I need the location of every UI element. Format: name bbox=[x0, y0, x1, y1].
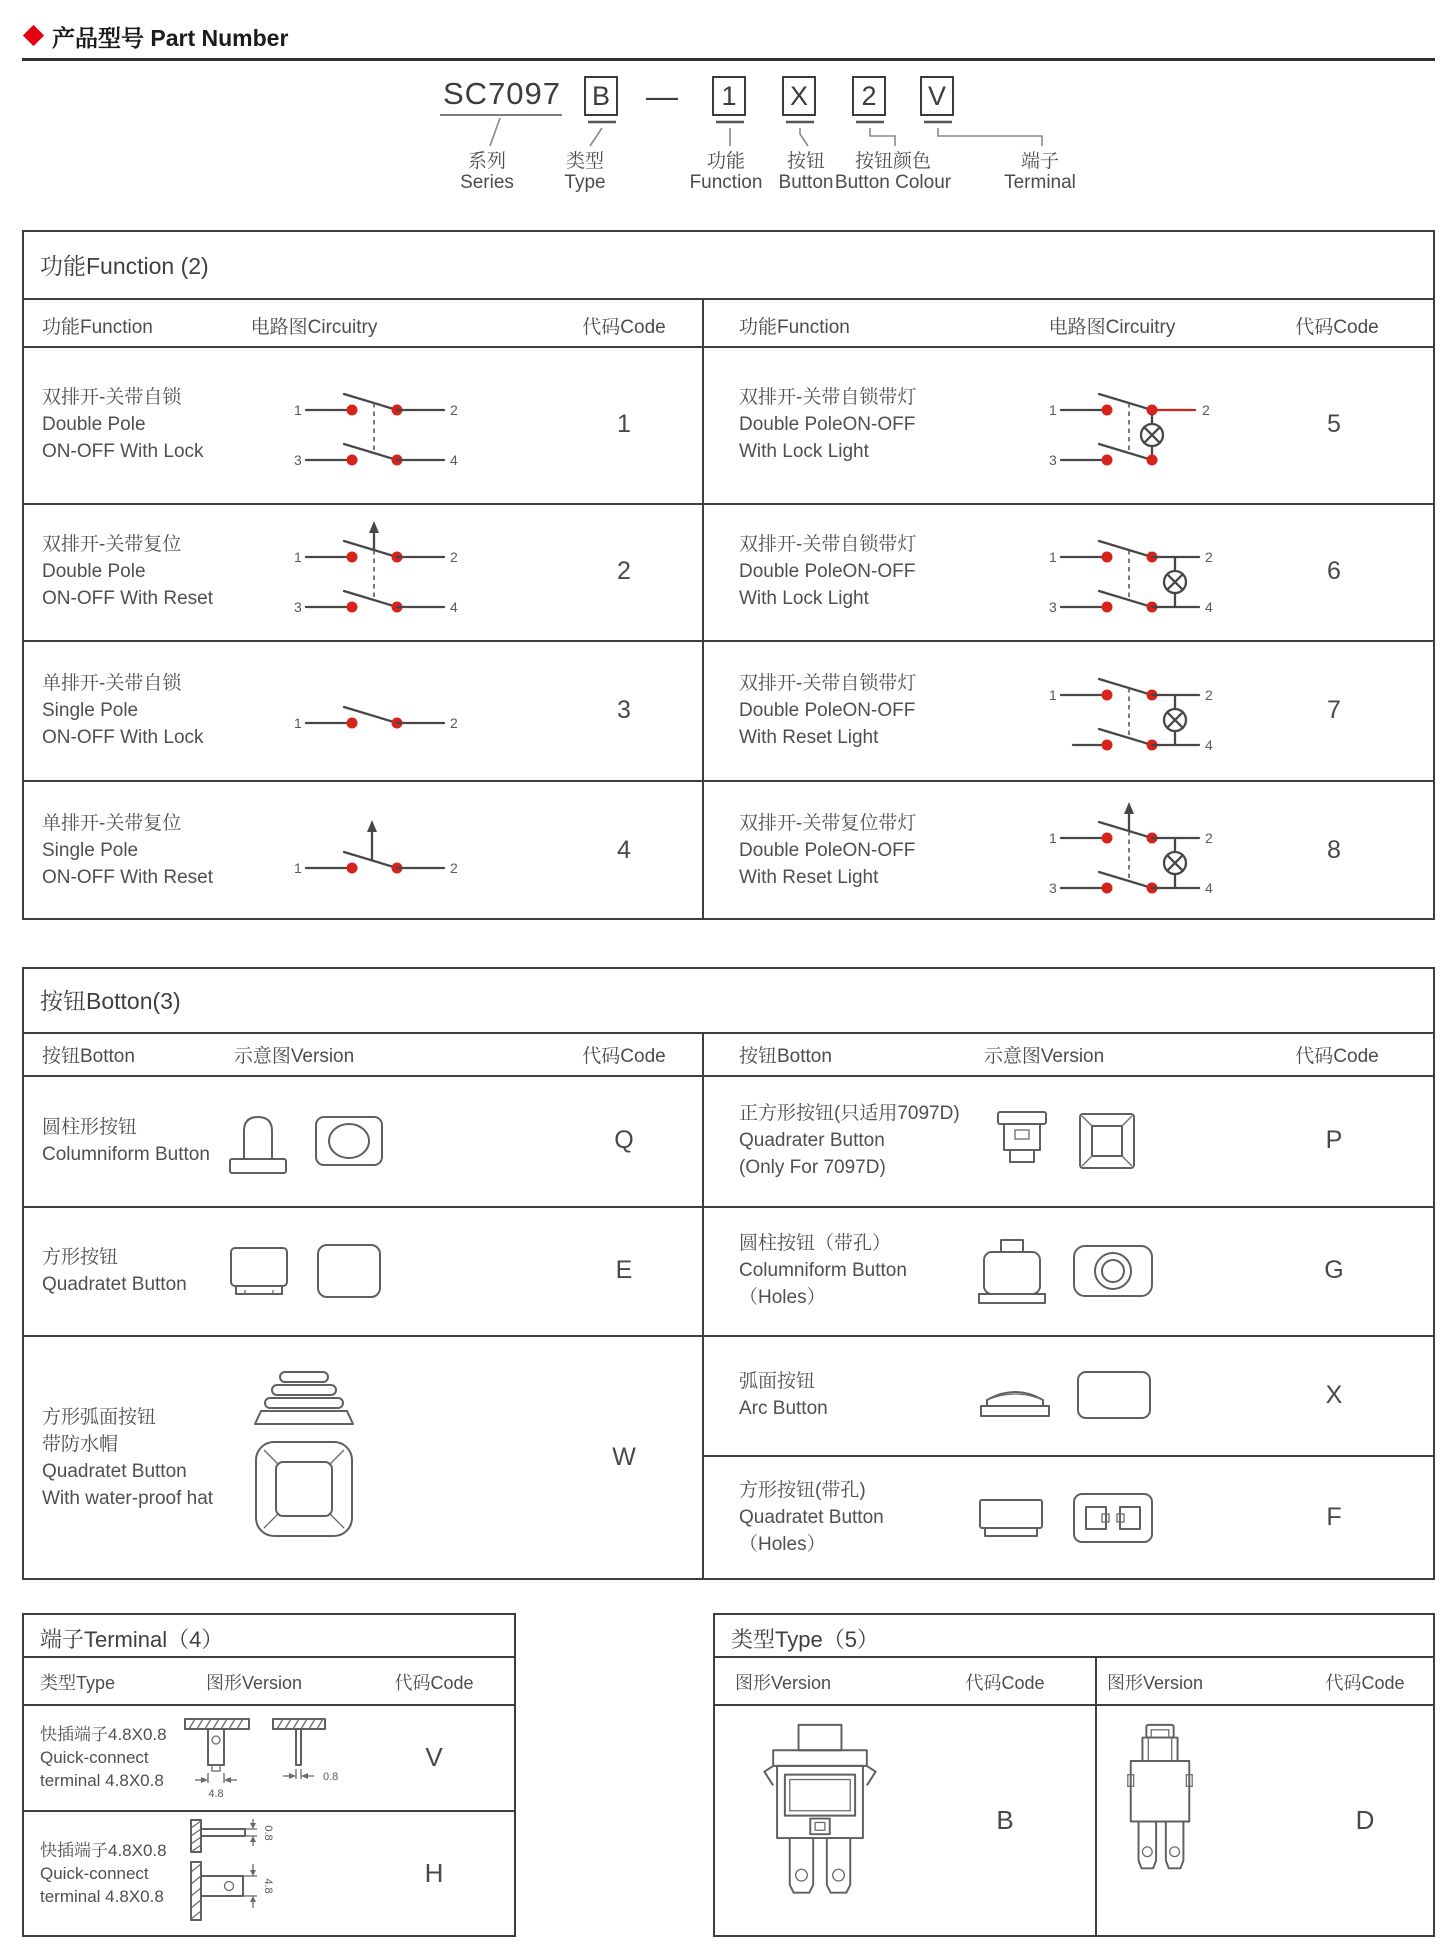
pin-label: 1 bbox=[294, 548, 302, 565]
function-table-title: 功能Function (2) bbox=[40, 253, 209, 279]
circuit-single-pole-lock bbox=[292, 675, 492, 745]
pin-label: 3 bbox=[294, 451, 302, 468]
code-value: D bbox=[1355, 1805, 1375, 1835]
col-header-version-left: 图形Version bbox=[735, 1673, 832, 1693]
button-name-en: Columniform Button bbox=[739, 1260, 907, 1281]
button-version-cell bbox=[184, 1206, 424, 1335]
function-name-en: With Lock Light bbox=[739, 441, 869, 462]
col-header-code-left: 代码Code bbox=[582, 317, 666, 338]
code-value: 5 bbox=[1327, 410, 1341, 438]
arc-button-top-icon bbox=[1074, 1368, 1154, 1422]
code-value: 8 bbox=[1327, 835, 1341, 864]
col-header-function-left: 功能Function bbox=[42, 317, 153, 338]
pin-label: 4 bbox=[450, 451, 458, 468]
part-number-connector-lines bbox=[430, 112, 1120, 176]
button-row bbox=[739, 1075, 960, 1206]
type-version-cell bbox=[1075, 1704, 1245, 1937]
type-table bbox=[713, 1613, 1435, 1937]
circuit-dp-lock-lamp bbox=[1047, 370, 1247, 480]
function-name-en: ON-OFF With Reset bbox=[42, 588, 214, 609]
col-header-button-left: 按钮Botton bbox=[42, 1046, 135, 1067]
label-type-cn: 类型 bbox=[565, 151, 605, 172]
columniform-button-top-icon bbox=[312, 1112, 386, 1170]
col-header-version-right: 图形Version bbox=[1107, 1673, 1204, 1693]
button-table bbox=[22, 967, 1435, 1580]
code-value: E bbox=[615, 1256, 633, 1284]
pin-label: 3 bbox=[294, 598, 302, 615]
code-value: 4 bbox=[617, 835, 631, 864]
terminal-name-en: terminal 4.8X0.8 bbox=[40, 1770, 164, 1790]
col-header-code-left: 代码Code bbox=[582, 1046, 666, 1067]
function-name-en: With Lock Light bbox=[739, 588, 869, 609]
switch-type-b-drawing bbox=[745, 1721, 895, 1921]
circuit-cell bbox=[1027, 503, 1267, 640]
function-name-cn: 双排开-关带自锁 bbox=[42, 387, 182, 408]
function-name-en: Double PoleON-OFF bbox=[739, 414, 916, 435]
pin-label: 1 bbox=[1049, 401, 1057, 418]
horizontal-terminal-drawing bbox=[177, 1816, 352, 1932]
terminal-table-title: 端子Terminal（4） bbox=[40, 1627, 224, 1652]
label-terminal-cn: 端子 bbox=[1020, 151, 1060, 172]
section-diamond-icon bbox=[23, 25, 44, 46]
pin-label: 2 bbox=[1205, 687, 1213, 703]
circuit-cell bbox=[272, 503, 512, 640]
terminal-name-en: Quick-connect bbox=[40, 1747, 149, 1767]
button-row bbox=[739, 1455, 884, 1580]
function-name-en: Double Pole bbox=[42, 414, 146, 435]
quadratet-button-side-icon bbox=[223, 1240, 295, 1302]
type-version-cell bbox=[735, 1704, 905, 1937]
col-header-code-right: 代码Code bbox=[1295, 317, 1379, 338]
circuit-single-pole-reset bbox=[292, 810, 492, 890]
columniform-holes-button-top-icon bbox=[1070, 1240, 1156, 1302]
circuit-dp-reset-lamp-2 bbox=[1047, 792, 1247, 908]
button-version-cell bbox=[184, 1335, 424, 1580]
button-name-en: （Holes） bbox=[739, 1534, 826, 1555]
part-number-box-colour: 2 bbox=[852, 76, 886, 116]
function-name-cn: 双排开-关带复位带灯 bbox=[739, 812, 917, 834]
col-header-circuitry-right: 电路图Circuitry bbox=[1048, 317, 1176, 338]
code-value: W bbox=[612, 1443, 636, 1471]
button-name-en: （Holes） bbox=[739, 1287, 826, 1308]
quadratet-holes-button-top-icon bbox=[1070, 1489, 1156, 1547]
pin-label: 1 bbox=[294, 860, 302, 876]
function-row bbox=[739, 640, 916, 780]
button-name-cn: 弧面按钮 bbox=[739, 1371, 816, 1392]
code-value: 1 bbox=[617, 410, 631, 438]
vertical-terminal-drawing bbox=[177, 1713, 352, 1801]
code-value: X bbox=[1325, 1380, 1343, 1409]
quadratet-button-top-icon bbox=[313, 1241, 385, 1301]
function-row bbox=[739, 780, 916, 920]
code-value: H bbox=[424, 1858, 444, 1888]
terminal-name-cn: 快插端子4.8X0.8 bbox=[40, 1841, 167, 1860]
function-name-cn: 单排开-关带复位 bbox=[42, 812, 182, 834]
col-header-version-right: 示意图Version bbox=[983, 1046, 1105, 1067]
button-name-cn: 方形按钮(带孔) bbox=[739, 1480, 866, 1501]
dimension-label: 4.8 bbox=[207, 1788, 224, 1800]
divider bbox=[24, 298, 1433, 300]
code-value: 2 bbox=[617, 557, 631, 585]
pin-label: 2 bbox=[1205, 548, 1213, 565]
col-header-button-right: 按钮Botton bbox=[739, 1046, 832, 1067]
button-name-en: Quadratet Button bbox=[42, 1273, 187, 1295]
function-name-cn: 双排开-关带自锁带灯 bbox=[739, 387, 917, 408]
divider bbox=[702, 1032, 704, 1578]
button-name-en: Arc Button bbox=[739, 1398, 828, 1419]
function-name-en: Double Pole bbox=[42, 561, 146, 582]
button-name-en: (Only For 7097D) bbox=[739, 1157, 886, 1178]
label-button-en: Button bbox=[778, 172, 834, 193]
switch-type-d-drawing bbox=[1085, 1721, 1235, 1921]
part-number-box-terminal: V bbox=[920, 76, 954, 116]
pin-label: 3 bbox=[1049, 598, 1057, 615]
col-header-type: 类型Type bbox=[40, 1673, 116, 1693]
button-name-en: Quadrater Button bbox=[739, 1130, 885, 1151]
function-name-en: With Reset Light bbox=[739, 866, 879, 888]
col-header-code-right: 代码Code bbox=[1325, 1673, 1405, 1693]
terminal-name-cn: 快插端子4.8X0.8 bbox=[40, 1724, 167, 1744]
part-number-base: SC7097 bbox=[443, 76, 562, 111]
button-name-en: Quadratet Button bbox=[739, 1507, 884, 1528]
code-value: V bbox=[425, 1741, 443, 1772]
function-name-en: Double PoleON-OFF bbox=[739, 839, 916, 861]
function-table bbox=[22, 230, 1435, 920]
col-header-version: 图形Version bbox=[205, 1673, 303, 1693]
button-name-cn: 正方形按钮(只适用7097D) bbox=[739, 1103, 960, 1124]
pin-label: 2 bbox=[450, 860, 458, 876]
col-header-code: 代码Code bbox=[394, 1673, 474, 1693]
waterproof-hat-button-icon bbox=[229, 1368, 379, 1548]
function-row bbox=[739, 503, 916, 640]
button-name-en: Columniform Button bbox=[42, 1143, 210, 1165]
label-series-cn: 系列 bbox=[467, 151, 507, 172]
label-colour-en: Button Colour bbox=[834, 172, 952, 193]
circuit-cell bbox=[272, 346, 512, 503]
code-value: 3 bbox=[617, 695, 631, 724]
col-header-code-right: 代码Code bbox=[1295, 1046, 1379, 1067]
divider bbox=[702, 298, 704, 918]
button-row bbox=[42, 1206, 187, 1335]
label-terminal-en: Terminal bbox=[1004, 172, 1076, 193]
terminal-table bbox=[22, 1613, 516, 1937]
code-value: 6 bbox=[1327, 557, 1341, 585]
circuit-cell bbox=[272, 640, 512, 780]
quadrater-button-top-icon bbox=[1074, 1108, 1140, 1174]
dimension-label: 0.8 bbox=[261, 1824, 274, 1841]
function-name-en: Single Pole bbox=[42, 839, 139, 861]
dimension-label: 0.8 bbox=[322, 1771, 338, 1783]
circuit-dp-reset-lamp bbox=[1047, 655, 1247, 765]
label-button-cn: 按钮 bbox=[786, 151, 826, 172]
pin-label: 2 bbox=[1202, 401, 1210, 418]
button-version-cell bbox=[944, 1455, 1184, 1580]
button-version-cell bbox=[944, 1206, 1184, 1335]
function-row bbox=[739, 346, 916, 503]
pin-label: 4 bbox=[1205, 598, 1213, 615]
pin-label: 4 bbox=[450, 598, 458, 615]
pin-label: 3 bbox=[1049, 880, 1057, 896]
col-header-function-right: 功能Function bbox=[739, 317, 850, 338]
quadratet-holes-button-side-icon bbox=[972, 1492, 1052, 1544]
function-name-en: ON-OFF With Lock bbox=[42, 726, 204, 748]
columniform-holes-button-side-icon bbox=[972, 1236, 1052, 1306]
terminal-version-cell bbox=[164, 1704, 364, 1810]
label-function-cn: 功能 bbox=[706, 151, 746, 172]
part-number-box-type: B bbox=[584, 76, 618, 116]
pin-label: 2 bbox=[450, 401, 458, 418]
button-version-cell bbox=[184, 1075, 424, 1206]
function-name-en: Single Pole bbox=[42, 699, 139, 721]
part-number-box-button: X bbox=[782, 76, 816, 116]
col-header-circuitry-left: 电路图Circuitry bbox=[250, 317, 378, 338]
code-value: B bbox=[996, 1805, 1014, 1835]
code-value: 7 bbox=[1327, 695, 1341, 724]
pin-label: 4 bbox=[1205, 737, 1213, 753]
code-value: G bbox=[1324, 1256, 1344, 1284]
button-row bbox=[739, 1206, 907, 1335]
type-table-title: 类型Type（5） bbox=[731, 1627, 879, 1652]
circuit-double-pole-reset bbox=[292, 517, 492, 627]
code-value: P bbox=[1325, 1126, 1343, 1154]
circuit-cell bbox=[1027, 640, 1267, 780]
arc-button-side-icon bbox=[974, 1370, 1056, 1420]
button-row bbox=[739, 1335, 828, 1455]
label-colour-cn: 按钮颜色 bbox=[854, 151, 932, 172]
pin-label: 1 bbox=[294, 401, 302, 418]
button-table-title: 按钮Botton(3) bbox=[40, 988, 181, 1014]
function-row bbox=[42, 346, 204, 503]
page-title: 产品型号 Part Number bbox=[52, 25, 289, 51]
function-name-en: With Reset Light bbox=[739, 726, 879, 748]
divider bbox=[24, 1032, 1433, 1034]
pin-label: 2 bbox=[1205, 830, 1213, 846]
function-name-cn: 双排开-关带复位 bbox=[42, 534, 182, 555]
button-name-en: With water-proof hat bbox=[42, 1487, 214, 1509]
pin-label: 1 bbox=[1049, 830, 1057, 846]
function-row bbox=[42, 640, 204, 780]
button-version-cell bbox=[944, 1335, 1184, 1455]
terminal-row bbox=[40, 1810, 167, 1937]
function-name-cn: 双排开-关带自锁带灯 bbox=[739, 534, 917, 555]
part-number-dash: — bbox=[646, 78, 678, 114]
pin-label: 4 bbox=[1205, 880, 1213, 896]
circuit-cell bbox=[272, 780, 512, 920]
function-row bbox=[42, 503, 213, 640]
circuit-cell bbox=[1027, 346, 1267, 503]
button-name-cn: 圆柱形按钮 bbox=[42, 1116, 138, 1138]
code-value: Q bbox=[614, 1126, 634, 1154]
pin-label: 1 bbox=[1049, 548, 1057, 565]
function-name-en: Double PoleON-OFF bbox=[739, 561, 916, 582]
function-name-en: ON-OFF With Reset bbox=[42, 866, 214, 888]
label-function-en: Function bbox=[689, 172, 763, 193]
button-name-cn: 方形按钮 bbox=[42, 1246, 119, 1268]
code-value: F bbox=[1326, 1503, 1342, 1531]
circuit-double-pole-lock bbox=[292, 370, 492, 480]
pin-label: 2 bbox=[450, 715, 458, 731]
pin-label: 3 bbox=[1049, 451, 1057, 468]
function-name-cn: 双排开-关带自锁带灯 bbox=[739, 672, 917, 694]
function-name-en: Double PoleON-OFF bbox=[739, 699, 916, 721]
col-header-code-left: 代码Code bbox=[965, 1673, 1045, 1693]
pin-label: 2 bbox=[450, 548, 458, 565]
quadrater-button-side-icon bbox=[988, 1106, 1056, 1176]
button-name-cn: 方形弧面按钮 bbox=[42, 1406, 157, 1428]
label-series-en: Series bbox=[460, 172, 514, 193]
terminal-name-en: terminal 4.8X0.8 bbox=[40, 1887, 164, 1906]
circuit-dp-lock-lamp-2 bbox=[1047, 517, 1247, 627]
divider bbox=[24, 1656, 514, 1658]
part-number-box-function: 1 bbox=[712, 76, 746, 116]
circuit-cell bbox=[1027, 780, 1267, 920]
button-version-cell bbox=[944, 1075, 1184, 1206]
button-name-en: Quadratet Button bbox=[42, 1460, 187, 1482]
header-rule bbox=[22, 58, 1435, 61]
function-row bbox=[42, 780, 213, 920]
function-name-en: ON-OFF With Lock bbox=[42, 441, 204, 462]
pin-label: 1 bbox=[294, 715, 302, 731]
pin-label: 1 bbox=[1049, 687, 1057, 703]
button-name-cn: 带防水帽 bbox=[42, 1433, 119, 1455]
terminal-name-en: Quick-connect bbox=[40, 1864, 149, 1883]
columniform-button-side-icon bbox=[222, 1105, 294, 1177]
button-name-cn: 圆柱按钮（带孔） bbox=[739, 1233, 892, 1254]
col-header-version-left: 示意图Version bbox=[233, 1046, 355, 1067]
terminal-row bbox=[40, 1704, 167, 1810]
dimension-label: 4.8 bbox=[261, 1877, 274, 1894]
divider bbox=[715, 1656, 1433, 1658]
function-name-cn: 单排开-关带自锁 bbox=[42, 672, 182, 694]
terminal-version-cell bbox=[164, 1810, 364, 1937]
label-type-en: Type bbox=[564, 172, 606, 193]
